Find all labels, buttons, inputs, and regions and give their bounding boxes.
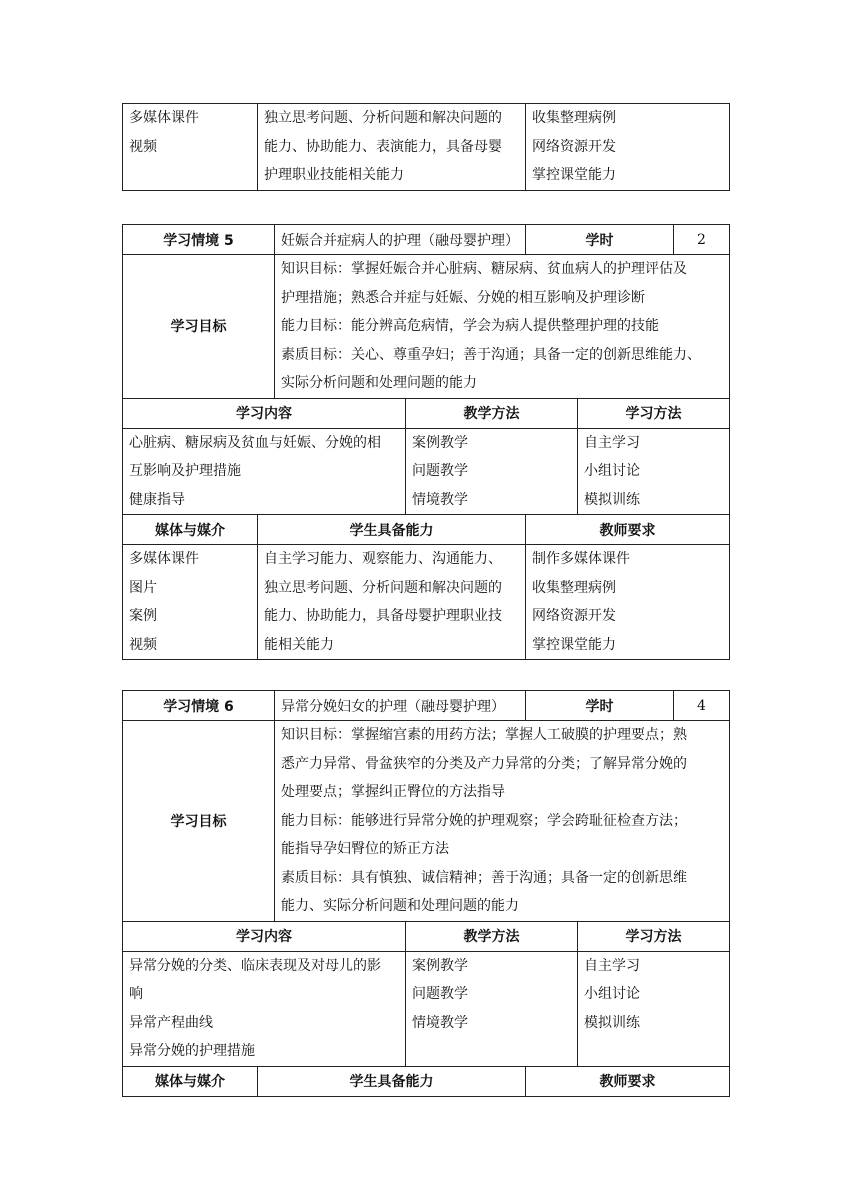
section-label: 学习情境 6 <box>123 691 275 721</box>
ability-line: 能力、协助能力，具备母婴护理职业技 <box>264 608 502 624</box>
method-header: 教学方法 <box>406 921 578 951</box>
goal-line: 处理要点；掌握纠正臀位的方法指导 <box>281 784 505 800</box>
ability-line: 护理职业技能相关能力 <box>264 167 404 183</box>
teacher-item: 掌控课堂能力 <box>532 167 616 183</box>
hours-value: 2 <box>674 225 730 255</box>
content-line: 健康指导 <box>129 491 185 508</box>
teacher-item: 网络资源开发 <box>532 138 616 155</box>
ability-line: 独立思考问题、分析问题和解决问题的 <box>264 579 502 596</box>
content-header: 学习内容 <box>123 398 406 428</box>
method-item: 案例教学 <box>412 434 468 451</box>
study-item: 自主学习 <box>584 957 640 974</box>
ability-cell <box>258 104 526 191</box>
hours-value: 4 <box>674 691 730 721</box>
study-header: 学习方法 <box>578 398 730 428</box>
study-item: 自主学习 <box>584 434 640 451</box>
content-line: 互影响及护理措施 <box>129 463 241 479</box>
content-line: 响 <box>129 986 143 1002</box>
media-item: 图片 <box>129 579 157 596</box>
media-cell <box>123 545 258 660</box>
content-header: 学习内容 <box>123 921 406 951</box>
teacher-item: 收集整理病例 <box>532 579 616 596</box>
teacher-item: 制作多媒体课件 <box>532 551 630 567</box>
goal-label: 学习目标 <box>123 255 275 399</box>
content-line: 心脏病、糖尿病及贫血与妊娠、分娩的相 <box>129 434 381 451</box>
goal-line: 实际分析问题和处理问题的能力 <box>281 375 477 391</box>
teacher-cell <box>526 104 730 191</box>
content-line: 异常分娩的护理措施 <box>129 1043 255 1059</box>
media-item: 视频 <box>129 636 157 653</box>
teacher-header: 教师要求 <box>526 515 730 545</box>
teacher-item: 掌控课堂能力 <box>532 636 616 653</box>
goal-text <box>275 255 730 399</box>
study-cell <box>578 428 730 515</box>
teacher-item: 网络资源开发 <box>532 608 616 624</box>
method-item: 问题教学 <box>412 986 468 1002</box>
goal-line: 知识目标：掌握妊娠合并心脏病、糖尿病、贫血病人的护理评估及 <box>281 261 687 277</box>
study-cell <box>578 951 730 1066</box>
method-header: 教学方法 <box>406 398 578 428</box>
teacher-cell <box>526 545 730 660</box>
method-cell <box>406 951 578 1066</box>
section-6-table <box>122 690 730 1097</box>
media-item: 视频 <box>129 138 157 155</box>
study-item: 模拟训练 <box>584 491 640 508</box>
media-cell <box>123 104 258 191</box>
media-header: 媒体与媒介 <box>123 1066 258 1096</box>
method-item: 问题教学 <box>412 463 468 479</box>
goal-line: 知识目标：掌握缩宫素的用药方法；掌握人工破膜的护理要点；熟 <box>281 727 687 743</box>
section-5-table <box>122 224 730 660</box>
teacher-item: 收集整理病例 <box>532 110 616 126</box>
content-cell <box>123 951 406 1066</box>
goal-text <box>275 721 730 922</box>
method-item: 情境教学 <box>412 491 468 508</box>
method-cell <box>406 428 578 515</box>
section-title: 妊娠合并症病人的护理（融母婴护理） <box>275 225 526 255</box>
section-title: 异常分娩妇女的护理（融母婴护理） <box>275 691 526 721</box>
ability-line: 能相关能力 <box>264 636 334 653</box>
study-item: 小组讨论 <box>584 463 640 479</box>
ability-header: 学生具备能力 <box>258 515 526 545</box>
content-cell <box>123 428 406 515</box>
ability-header: 学生具备能力 <box>258 1066 526 1096</box>
goal-line: 悉产力异常、骨盆狭窄的分类及产力异常的分类；了解异常分娩的 <box>281 755 687 772</box>
content-line: 异常分娩的分类、临床表现及对母儿的影 <box>129 957 381 974</box>
hours-label: 学时 <box>526 225 674 255</box>
section-label: 学习情境 5 <box>123 225 275 255</box>
hours-label: 学时 <box>526 691 674 721</box>
ability-line: 自主学习能力、观察能力、沟通能力、 <box>264 551 502 567</box>
goal-line: 护理措施；熟悉合并症与妊娠、分娩的相互影响及护理诊断 <box>281 289 645 306</box>
goal-line: 能指导孕妇臀位的矫正方法 <box>281 841 449 857</box>
teacher-header: 教师要求 <box>526 1066 730 1096</box>
goal-line: 能力目标：能分辨高危病情，学会为病人提供整理护理的技能 <box>281 318 659 334</box>
study-header: 学习方法 <box>578 921 730 951</box>
media-item: 多媒体课件 <box>129 110 199 126</box>
ability-line: 独立思考问题、分析问题和解决问题的 <box>264 110 502 126</box>
goal-line: 能力、实际分析问题和处理问题的能力 <box>281 898 519 914</box>
study-item: 小组讨论 <box>584 986 640 1002</box>
media-item: 多媒体课件 <box>129 551 199 567</box>
study-item: 模拟训练 <box>584 1014 640 1031</box>
goal-label: 学习目标 <box>123 721 275 922</box>
content-line: 异常产程曲线 <box>129 1014 213 1031</box>
media-item: 案例 <box>129 608 157 624</box>
method-item: 案例教学 <box>412 957 468 974</box>
goal-line: 素质目标：具有慎独、诚信精神；善于沟通；具备一定的创新思维 <box>281 869 687 886</box>
media-header: 媒体与媒介 <box>123 515 258 545</box>
goal-line: 能力目标：能够进行异常分娩的护理观察；学会跨耻征检查方法； <box>281 812 687 829</box>
goal-line: 素质目标：关心、尊重孕妇；善于沟通；具备一定的创新思维能力、 <box>281 346 701 363</box>
ability-line: 能力、协助能力、表演能力，具备母婴 <box>264 138 502 155</box>
ability-cell <box>258 545 526 660</box>
method-item: 情境教学 <box>412 1014 468 1031</box>
top-continuation-table <box>122 103 730 191</box>
